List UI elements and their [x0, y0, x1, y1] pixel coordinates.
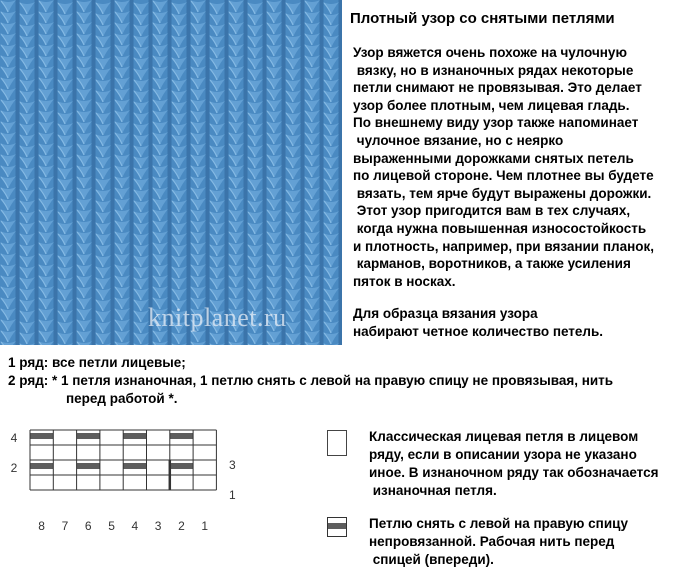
stitch-groove — [244, 0, 248, 345]
stitch-groove — [263, 0, 267, 345]
description-line: карманов, воротников, а также усиления — [353, 256, 631, 272]
slip-stitch-bar — [170, 463, 193, 469]
chart-column-label: 2 — [178, 519, 185, 530]
description-line: По внешнему виду узор также напоминает — [353, 115, 639, 131]
knit-stitch-symbol-icon — [327, 430, 347, 456]
chart-column-label: 6 — [84, 519, 92, 530]
legend-line: непровязанной. Рабочая нить перед — [369, 534, 615, 549]
page-title: Плотный узор со снятыми петлями — [350, 10, 615, 27]
cast-on-line: Для образца вязания узора — [353, 306, 538, 321]
stitch-groove — [168, 0, 172, 345]
chart-column-label: 8 — [38, 519, 45, 530]
cast-on-note — [353, 305, 603, 341]
row-instructions — [8, 354, 613, 408]
chart-row-label: 2 — [10, 461, 18, 475]
chart-column-label: 5 — [108, 519, 115, 530]
stitch-groove — [225, 0, 229, 345]
stitch-groove — [149, 0, 153, 345]
chart-row-label: 4 — [10, 431, 18, 445]
chart-column-label: 3 — [154, 519, 162, 530]
description-line: выраженными дорожками снятых петель — [353, 150, 634, 166]
description-line: петли снимают не провязывая. Это делает — [353, 80, 642, 96]
row-2-instruction-continued: перед работой *. — [66, 391, 178, 406]
legend-line: ряду, если в описании узора не указано — [369, 447, 637, 462]
knit-texture — [0, 0, 342, 345]
description-line: вязку, но в изнаночных рядах некоторые — [353, 62, 634, 78]
description-line: узор более плотным, чем лицевая гладь. — [353, 97, 630, 113]
slip-stitch-bar — [170, 433, 193, 439]
chart-column-label: 1 — [201, 519, 209, 530]
stitch-groove — [339, 0, 343, 345]
description-line: Узор вяжется очень похоже на чулочную — [353, 45, 627, 60]
slip-stitch-legend — [369, 515, 628, 569]
description-line: Этот узор пригодится вам в тех случаях, — [353, 203, 631, 219]
description-line: вязать, тем ярче будут выражены дорожки. — [353, 185, 652, 201]
stitch-groove — [282, 0, 286, 345]
slip-stitch-bar — [123, 433, 146, 439]
chart-row-label: 3 — [229, 458, 236, 472]
stitch-groove — [73, 0, 77, 345]
slip-stitch-bar — [77, 433, 100, 439]
legend-line: иное. В изнаночном ряду так обозначается — [369, 465, 659, 480]
stitch-groove — [35, 0, 39, 345]
slip-stitch-bar — [77, 463, 100, 469]
slip-stitch-bar — [30, 463, 53, 469]
stitch-groove — [206, 0, 210, 345]
slip-stitch-bar — [123, 463, 146, 469]
chart-row-label: 1 — [229, 488, 236, 502]
stitch-groove — [92, 0, 96, 345]
watermark: knitplanet.ru — [148, 303, 287, 332]
chart-column-label: 7 — [61, 519, 69, 530]
stitch-groove — [187, 0, 191, 345]
stitch-groove — [320, 0, 324, 345]
row-1-instruction: 1 ряд: все петли лицевые; — [8, 355, 186, 370]
description-line: по лицевой стороне. Чем плотнее вы будете — [353, 168, 654, 184]
knit-stitch-legend — [369, 428, 659, 500]
stitch-groove — [16, 0, 20, 345]
legend-line: изнаночная петля. — [369, 483, 497, 498]
description-line: пяток в носках. — [353, 273, 456, 289]
stitch-groove — [301, 0, 305, 345]
legend-line: Петлю снять с левой на правую спицу — [369, 516, 628, 531]
chart-column-label: 4 — [131, 519, 139, 530]
slip-stitch-symbol-icon — [327, 517, 347, 537]
stitch-groove — [54, 0, 58, 345]
stitch-groove — [130, 0, 134, 345]
knitted-sample-photo — [0, 0, 342, 345]
slip-stitch-bar — [30, 433, 53, 439]
stitch-groove — [111, 0, 115, 345]
cast-on-line: набирают четное количество петель. — [353, 324, 604, 339]
legend-line: спицей (впереди). — [369, 552, 494, 567]
pattern-chart — [0, 420, 260, 530]
row-2-instruction: 2 ряд: * 1 петля изнаночная, 1 петлю снять с левой на правую спицу не провязывая, нить — [8, 373, 614, 388]
description — [353, 44, 698, 290]
description-line: когда нужна повышенная износостойкость — [353, 220, 647, 236]
legend-line: Классическая лицевая петля в лицевом — [369, 429, 639, 444]
description-line: и плотность, например, при вязании планок, — [353, 238, 655, 254]
description-line: чулочное вязание, но с неярко — [353, 132, 564, 148]
